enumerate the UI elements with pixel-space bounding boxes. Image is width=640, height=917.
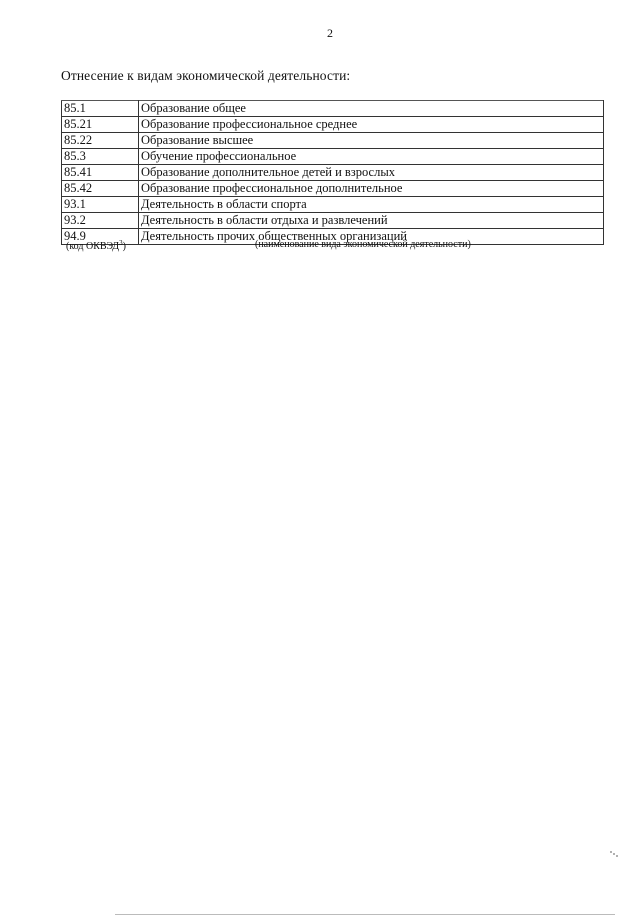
activity-name: Образование высшее <box>139 133 604 149</box>
okved-code: 85.41 <box>62 165 139 181</box>
page-number: 2 <box>327 26 333 40</box>
code-caption-label: (код ОКВЭД <box>66 241 120 252</box>
okved-table <box>61 100 604 245</box>
table-row <box>62 101 604 117</box>
table-row <box>62 133 604 149</box>
name-column-caption: (наименование вида экономической деятельности) <box>255 239 471 250</box>
activity-name: Образование общее <box>139 101 604 117</box>
activity-name: Образование профессиональное дополнительное <box>139 181 604 197</box>
scan-speck <box>610 851 612 853</box>
okved-code: 85.1 <box>62 101 139 117</box>
scan-mark <box>610 851 620 859</box>
okved-code: 85.42 <box>62 181 139 197</box>
table-row <box>62 213 604 229</box>
code-column-caption <box>66 239 126 252</box>
footnote-marker: 3 <box>119 239 123 247</box>
table-row <box>62 149 604 165</box>
activity-name: Деятельность в области отдыха и развлечений <box>139 213 604 229</box>
table-row <box>62 117 604 133</box>
okved-code: 94.9 <box>62 229 139 245</box>
scan-speck <box>616 855 618 857</box>
table-row <box>62 181 604 197</box>
activity-name: Деятельность в области спорта <box>139 197 604 213</box>
section-heading: Отнесение к видам экономической деятельности: <box>61 68 351 83</box>
scan-bottom-edge <box>115 914 615 915</box>
activity-name: Обучение профессиональное <box>139 149 604 165</box>
activity-name: Образование дополнительное детей и взрослых <box>139 165 604 181</box>
table-row <box>62 197 604 213</box>
scan-speck <box>613 853 615 855</box>
code-caption-close: ) <box>122 241 126 252</box>
okved-code: 93.1 <box>62 197 139 213</box>
okved-code: 85.3 <box>62 149 139 165</box>
okved-code: 85.21 <box>62 117 139 133</box>
okved-code: 85.22 <box>62 133 139 149</box>
activity-name: Образование профессиональное среднее <box>139 117 604 133</box>
okved-code: 93.2 <box>62 213 139 229</box>
activity-name: Деятельность прочих общественных организаций <box>139 229 604 245</box>
table-row <box>62 165 604 181</box>
